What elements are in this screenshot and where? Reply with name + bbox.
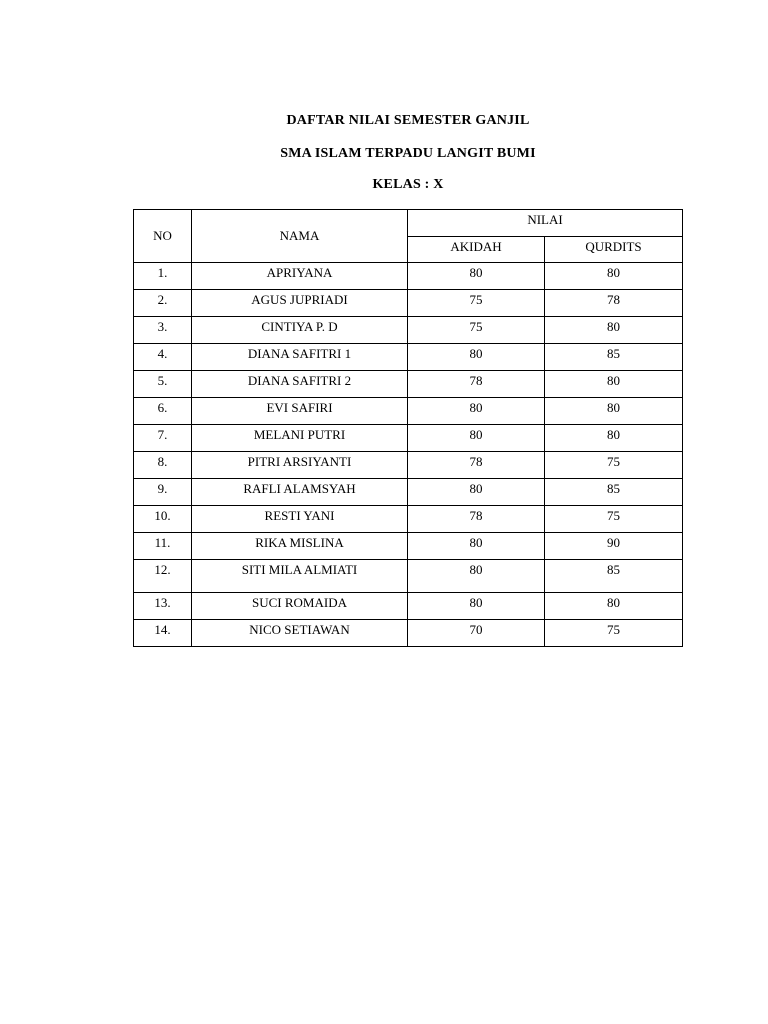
akidah-score: 80 [408, 560, 545, 593]
qurdits-score: 80 [545, 425, 683, 452]
akidah-score: 75 [408, 317, 545, 344]
student-name: DIANA SAFITRI 2 [192, 371, 408, 398]
row-number: 3. [134, 317, 192, 344]
grades-table [133, 209, 683, 647]
qurdits-score: 80 [545, 317, 683, 344]
akidah-score: 78 [408, 506, 545, 533]
akidah-score: 78 [408, 371, 545, 398]
akidah-score: 80 [408, 398, 545, 425]
table-row [134, 263, 683, 290]
row-number: 7. [134, 425, 192, 452]
qurdits-score: 85 [545, 344, 683, 371]
document-title: DAFTAR NILAI SEMESTER GANJIL [286, 113, 530, 128]
student-name: PITRI ARSIYANTI [192, 452, 408, 479]
row-number: 13. [134, 593, 192, 620]
akidah-score: 80 [408, 425, 545, 452]
qurdits-score: 80 [545, 593, 683, 620]
qurdits-score: 78 [545, 290, 683, 317]
table-row [134, 452, 683, 479]
table-row [134, 371, 683, 398]
qurdits-score: 75 [545, 620, 683, 647]
student-name: RESTI YANI [192, 506, 408, 533]
row-number: 8. [134, 452, 192, 479]
qurdits-score: 80 [545, 371, 683, 398]
qurdits-score: 80 [545, 263, 683, 290]
student-name: EVI SAFIRI [192, 398, 408, 425]
row-number: 1. [134, 263, 192, 290]
table-row [134, 398, 683, 425]
row-number: 10. [134, 506, 192, 533]
row-number: 4. [134, 344, 192, 371]
student-name: SUCI ROMAIDA [192, 593, 408, 620]
table-row [134, 506, 683, 533]
student-name: APRIYANA [192, 263, 408, 290]
row-number: 6. [134, 398, 192, 425]
student-name: DIANA SAFITRI 1 [192, 344, 408, 371]
table-row [134, 290, 683, 317]
row-number: 11. [134, 533, 192, 560]
akidah-score: 75 [408, 290, 545, 317]
table-row [134, 344, 683, 371]
table-row [134, 620, 683, 647]
row-number: 12. [134, 560, 192, 593]
student-name: RAFLI ALAMSYAH [192, 479, 408, 506]
header-no: NO [134, 210, 192, 263]
row-number: 2. [134, 290, 192, 317]
akidah-score: 78 [408, 452, 545, 479]
student-name: SITI MILA ALMIATI [192, 560, 408, 593]
table-row [134, 593, 683, 620]
qurdits-score: 90 [545, 533, 683, 560]
class-label: KELAS : X [372, 177, 444, 192]
student-name: CINTIYA P. D [192, 317, 408, 344]
student-name: RIKA MISLINA [192, 533, 408, 560]
qurdits-score: 85 [545, 560, 683, 593]
akidah-score: 80 [408, 479, 545, 506]
akidah-score: 80 [408, 593, 545, 620]
student-name: NICO SETIAWAN [192, 620, 408, 647]
table-row [134, 533, 683, 560]
row-number: 14. [134, 620, 192, 647]
akidah-score: 80 [408, 533, 545, 560]
student-name: MELANI PUTRI [192, 425, 408, 452]
table-header-row [134, 210, 683, 237]
header-akidah: AKIDAH [408, 237, 545, 263]
akidah-score: 70 [408, 620, 545, 647]
school-name: SMA ISLAM TERPADU LANGIT BUMI [280, 146, 536, 161]
row-number: 5. [134, 371, 192, 398]
row-number: 9. [134, 479, 192, 506]
table-row [134, 479, 683, 506]
qurdits-score: 75 [545, 452, 683, 479]
qurdits-score: 85 [545, 479, 683, 506]
table-row [134, 425, 683, 452]
header-qurdits: QURDITS [545, 237, 683, 263]
student-name: AGUS JUPRIADI [192, 290, 408, 317]
qurdits-score: 80 [545, 398, 683, 425]
table-row [134, 317, 683, 344]
akidah-score: 80 [408, 263, 545, 290]
header-nilai: NILAI [408, 210, 683, 237]
header-nama: NAMA [192, 210, 408, 263]
akidah-score: 80 [408, 344, 545, 371]
table-row [134, 560, 683, 593]
qurdits-score: 75 [545, 506, 683, 533]
